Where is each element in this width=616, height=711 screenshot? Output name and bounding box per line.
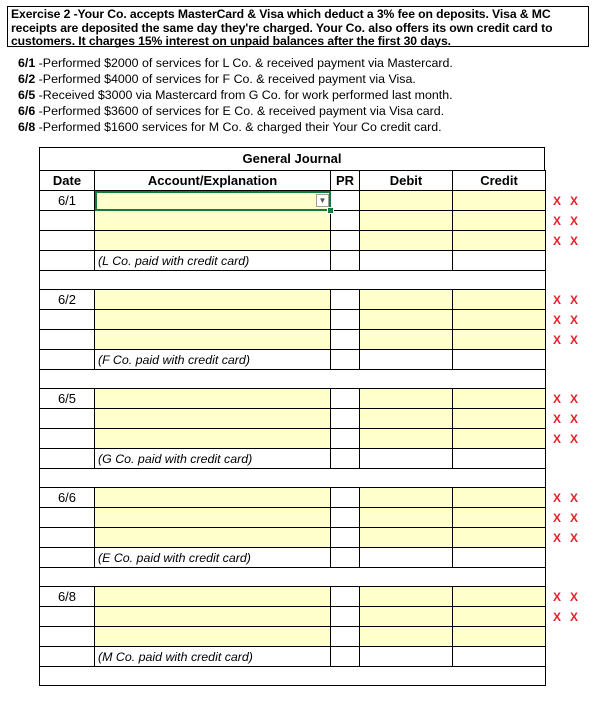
debit-input-cell[interactable] <box>360 488 453 508</box>
pr-cell[interactable] <box>331 429 360 449</box>
transaction-text: -Received $3000 via Mastercard from G Co. for work performed last month. <box>35 88 453 102</box>
x-mark-row <box>553 607 587 627</box>
x-mark-icon: X <box>570 233 588 248</box>
pr-header: PR <box>331 171 360 191</box>
x-mark-row <box>553 587 587 607</box>
x-mark-icon: X <box>570 332 588 347</box>
x-mark-row <box>553 488 587 508</box>
transaction-item <box>18 55 453 71</box>
transaction-date: 6/5 <box>18 88 36 102</box>
entry-date-cell[interactable]: 6/2 <box>40 290 95 310</box>
x-mark-row <box>553 508 587 528</box>
spacer-cell <box>40 271 546 290</box>
journal-entry-row <box>40 290 546 310</box>
credit-input-cell[interactable] <box>453 290 546 310</box>
journal-entry-row <box>40 607 546 627</box>
entry-explanation: (F Co. paid with credit card) <box>95 350 331 370</box>
debit-input-cell[interactable] <box>360 607 453 627</box>
pr-cell[interactable] <box>331 310 360 330</box>
journal-entry-row <box>40 508 546 528</box>
x-mark-icon: X <box>553 193 571 208</box>
journal-entry-row <box>40 330 546 350</box>
x-mark-row <box>553 389 587 409</box>
entry-date-cell[interactable] <box>40 330 95 350</box>
empty-cell <box>360 647 453 667</box>
debit-input-cell[interactable] <box>360 389 453 409</box>
entry-date-cell[interactable]: 6/8 <box>40 587 95 607</box>
empty-cell <box>360 548 453 568</box>
pr-cell[interactable] <box>331 508 360 528</box>
x-mark-group <box>553 587 587 627</box>
pr-cell[interactable] <box>331 389 360 409</box>
account-input-cell[interactable] <box>95 587 331 607</box>
empty-cell <box>453 251 546 271</box>
debit-input-cell[interactable] <box>360 627 453 647</box>
journal-note-row <box>40 251 546 271</box>
x-mark-group <box>553 389 587 449</box>
empty-cell <box>331 251 360 271</box>
account-input-cell[interactable] <box>95 310 331 330</box>
exercise-text: Exercise 2 -Your Co. accepts MasterCard & Visa which deduct a 3% fee on deposits. Visa & MC receipts are deposited the same day they're charged. Your Co. also offers its own credit card to customers. It charges 15% interest on unpaid balances after the first 30 days. <box>11 7 553 49</box>
entry-date-cell[interactable] <box>40 627 95 647</box>
credit-input-cell[interactable] <box>453 587 546 607</box>
empty-cell <box>360 251 453 271</box>
pr-cell[interactable] <box>331 290 360 310</box>
spacer-cell <box>40 469 546 488</box>
pr-cell[interactable] <box>331 409 360 429</box>
debit-input-cell[interactable] <box>360 587 453 607</box>
credit-input-cell[interactable] <box>453 508 546 528</box>
credit-input-cell[interactable] <box>453 607 546 627</box>
general-journal <box>39 147 545 686</box>
account-input-cell[interactable] <box>95 231 331 251</box>
x-mark-icon: X <box>553 213 571 228</box>
empty-cell <box>453 647 546 667</box>
x-mark-icon: X <box>570 213 588 228</box>
x-mark-row <box>553 211 587 231</box>
empty-cell <box>453 449 546 469</box>
transaction-text: -Performed $1600 services for M Co. & charged their Your Co credit card. <box>35 120 442 134</box>
credit-input-cell[interactable] <box>453 488 546 508</box>
chevron-down-icon[interactable]: ▼ <box>316 194 329 207</box>
transaction-text: -Performed $4000 of services for F Co. & received payment via Visa. <box>35 72 416 86</box>
x-mark-row <box>553 409 587 429</box>
x-mark-icon: X <box>553 431 571 446</box>
pr-cell[interactable] <box>331 607 360 627</box>
x-mark-icon: X <box>570 391 588 406</box>
date-header: Date <box>40 171 95 191</box>
spacer-cell <box>40 667 546 686</box>
spacer-cell <box>40 370 546 389</box>
empty-cell <box>331 548 360 568</box>
journal-entry-row <box>40 389 546 409</box>
journal-body <box>40 191 546 686</box>
x-mark-row <box>553 528 587 548</box>
journal-entry-row <box>40 310 546 330</box>
journal-spacer-row <box>40 469 546 488</box>
x-mark-icon: X <box>553 411 571 426</box>
account-header: Account/Explanation <box>95 171 331 191</box>
pr-cell[interactable] <box>331 231 360 251</box>
journal-table <box>39 170 546 686</box>
entry-date-cell[interactable] <box>40 310 95 330</box>
x-mark-icon: X <box>570 609 588 624</box>
x-mark-row <box>553 290 587 310</box>
x-mark-row <box>553 191 587 211</box>
debit-input-cell[interactable] <box>360 429 453 449</box>
journal-entry-row <box>40 231 546 251</box>
entry-date-cell[interactable] <box>40 607 95 627</box>
transaction-item <box>18 119 453 135</box>
debit-input-cell[interactable] <box>360 290 453 310</box>
empty-cell <box>40 251 95 271</box>
credit-input-cell[interactable] <box>453 389 546 409</box>
x-mark-icon: X <box>570 530 588 545</box>
exercise-description <box>7 6 589 47</box>
x-mark-icon: X <box>570 589 588 604</box>
pr-cell[interactable] <box>331 528 360 548</box>
account-input-cell[interactable] <box>95 528 331 548</box>
x-mark-icon: X <box>570 431 588 446</box>
account-input-cell[interactable] <box>95 429 331 449</box>
transaction-list <box>18 55 453 135</box>
journal-spacer-row <box>40 271 546 290</box>
credit-input-cell[interactable] <box>453 231 546 251</box>
journal-note-row <box>40 449 546 469</box>
x-mark-icon: X <box>553 332 571 347</box>
journal-entry-row <box>40 409 546 429</box>
pr-cell[interactable] <box>331 191 360 211</box>
entry-date-cell[interactable] <box>40 409 95 429</box>
transaction-item <box>18 87 453 103</box>
x-mark-icon: X <box>553 490 571 505</box>
debit-input-cell[interactable] <box>360 231 453 251</box>
journal-header-row <box>40 171 546 191</box>
x-mark-group <box>553 488 587 548</box>
x-mark-icon: X <box>553 530 571 545</box>
debit-input-cell[interactable] <box>360 191 453 211</box>
account-input-cell[interactable] <box>95 211 331 231</box>
pr-cell[interactable] <box>331 587 360 607</box>
debit-input-cell[interactable] <box>360 508 453 528</box>
x-mark-icon: X <box>570 490 588 505</box>
x-mark-icon: X <box>553 312 571 327</box>
entry-explanation: (G Co. paid with credit card) <box>95 449 331 469</box>
credit-input-cell[interactable] <box>453 310 546 330</box>
account-input-cell[interactable] <box>95 627 331 647</box>
entry-date-cell[interactable] <box>40 231 95 251</box>
journal-note-row <box>40 350 546 370</box>
empty-cell <box>453 350 546 370</box>
journal-spacer-row <box>40 568 546 587</box>
entry-date-cell[interactable] <box>40 429 95 449</box>
empty-cell <box>453 548 546 568</box>
empty-cell <box>331 647 360 667</box>
account-input-cell[interactable] <box>95 330 331 350</box>
debit-input-cell[interactable] <box>360 211 453 231</box>
entry-date-cell[interactable] <box>40 528 95 548</box>
credit-input-cell[interactable] <box>453 211 546 231</box>
x-mark-row <box>553 310 587 330</box>
empty-cell <box>360 449 453 469</box>
account-input-cell[interactable] <box>95 409 331 429</box>
credit-header: Credit <box>453 171 546 191</box>
x-mark-icon: X <box>570 411 588 426</box>
empty-cell <box>360 350 453 370</box>
account-input-cell[interactable] <box>95 488 331 508</box>
entry-date-cell[interactable]: 6/6 <box>40 488 95 508</box>
x-mark-icon: X <box>570 312 588 327</box>
x-mark-icon: X <box>553 391 571 406</box>
journal-entry-row <box>40 528 546 548</box>
empty-cell <box>40 350 95 370</box>
journal-entry-row <box>40 488 546 508</box>
pr-cell[interactable] <box>331 330 360 350</box>
x-mark-icon: X <box>553 510 571 525</box>
account-input-cell[interactable] <box>95 290 331 310</box>
pr-cell[interactable] <box>331 627 360 647</box>
journal-entry-row <box>40 627 546 647</box>
transaction-date: 6/1 <box>18 56 36 70</box>
credit-input-cell[interactable] <box>453 627 546 647</box>
account-input-cell[interactable] <box>95 389 331 409</box>
x-mark-icon: X <box>570 510 588 525</box>
empty-cell <box>331 350 360 370</box>
journal-spacer-row <box>40 370 546 389</box>
transaction-text: -Performed $2000 of services for L Co. & received payment via Mastercard. <box>35 56 453 70</box>
transaction-text: -Performed $3600 of services for E Co. & received payment via Visa card. <box>35 104 445 118</box>
journal-entry-row <box>40 587 546 607</box>
entry-explanation: (E Co. paid with credit card) <box>95 548 331 568</box>
transaction-item <box>18 71 453 87</box>
x-mark-row <box>553 330 587 350</box>
account-input-cell[interactable] <box>95 607 331 627</box>
entry-explanation: (M Co. paid with credit card) <box>95 647 331 667</box>
credit-input-cell[interactable] <box>453 409 546 429</box>
journal-note-row <box>40 647 546 667</box>
x-mark-icon: X <box>553 292 571 307</box>
x-mark-icon: X <box>570 193 588 208</box>
journal-spacer-row <box>40 667 546 686</box>
debit-input-cell[interactable] <box>360 409 453 429</box>
debit-input-cell[interactable] <box>360 310 453 330</box>
credit-input-cell[interactable] <box>453 330 546 350</box>
transaction-date: 6/8 <box>18 120 36 134</box>
transaction-date: 6/2 <box>18 72 36 86</box>
account-input-cell[interactable] <box>95 508 331 528</box>
empty-cell <box>331 449 360 469</box>
spacer-cell <box>40 568 546 587</box>
debit-header: Debit <box>360 171 453 191</box>
x-mark-icon: X <box>553 589 571 604</box>
x-mark-icon: X <box>553 609 571 624</box>
pr-cell[interactable] <box>331 211 360 231</box>
debit-input-cell[interactable] <box>360 528 453 548</box>
journal-note-row <box>40 548 546 568</box>
selected-account-cell[interactable] <box>95 191 331 211</box>
entry-date-cell[interactable]: 6/1 <box>40 191 95 211</box>
x-mark-row <box>553 231 587 251</box>
transaction-item <box>18 103 453 119</box>
journal-entry-row <box>40 191 546 211</box>
entry-date-cell[interactable]: 6/5 <box>40 389 95 409</box>
entry-explanation: (L Co. paid with credit card) <box>95 251 331 271</box>
transaction-date: 6/6 <box>18 104 36 118</box>
entry-date-cell[interactable] <box>40 508 95 528</box>
debit-input-cell[interactable] <box>360 330 453 350</box>
entry-date-cell[interactable] <box>40 211 95 231</box>
credit-input-cell[interactable] <box>453 429 546 449</box>
empty-cell <box>40 449 95 469</box>
empty-cell <box>40 647 95 667</box>
empty-cell <box>40 548 95 568</box>
journal-entry-row <box>40 429 546 449</box>
fill-handle[interactable] <box>327 207 334 214</box>
x-mark-icon: X <box>570 292 588 307</box>
journal-title: General Journal <box>39 147 545 170</box>
pr-cell[interactable] <box>331 488 360 508</box>
x-mark-icon: X <box>553 233 571 248</box>
x-mark-row <box>553 429 587 449</box>
journal-entry-row <box>40 211 546 231</box>
x-mark-group <box>553 191 587 251</box>
credit-input-cell[interactable] <box>453 528 546 548</box>
credit-input-cell[interactable] <box>453 191 546 211</box>
x-mark-group <box>553 290 587 350</box>
